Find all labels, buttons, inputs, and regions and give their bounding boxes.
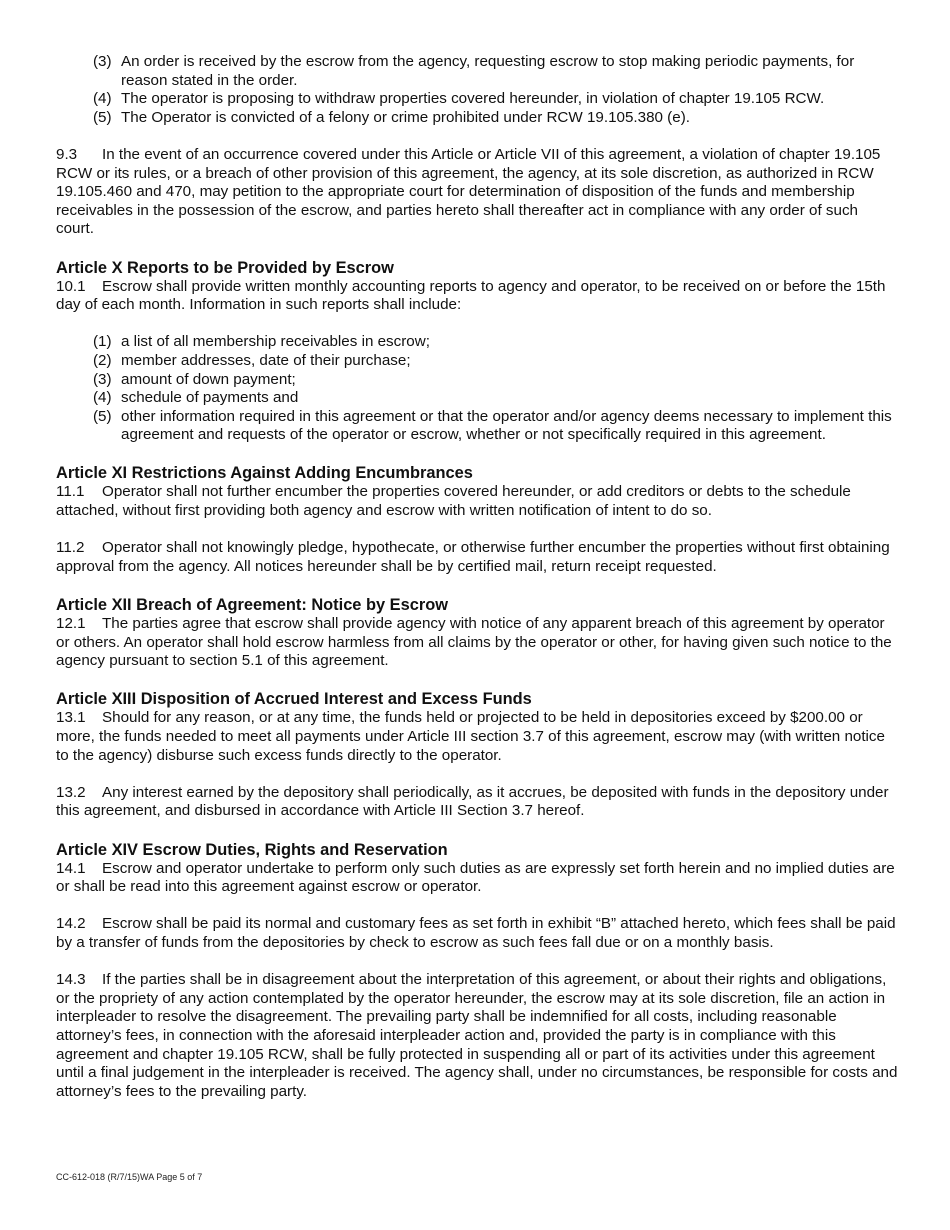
section-10-1: 10.1 Escrow shall provide written monthly accounting reports to agency and operator, to be received on or before the 15th day of each month. Information in such reports shall include: <box>56 277 886 314</box>
list-item: (2) member addresses, date of their purchase; <box>93 351 411 369</box>
section-9-3: 9.3 In the event of an occurrence covered under this Article or Article VII of this agreement, a violation of chapter 19.105 RCW or its rules, or a breach of other provision of this agreement, the agency, at its sole discretion, as authorized in RCW 19.105.460 and 470, may petition to the appropriate court for determination of disposition of the funds and membership receivables in the possession of the escrow, and parties hereto shall thereafter act in compliance with any order of such court. <box>56 145 881 238</box>
list-item: (3) amount of down payment; <box>93 370 296 388</box>
section-14-3: 14.3 If the parties shall be in disagreement about the interpretation of this agreement, or about their rights and obligations, or the propriety of any action contemplated by the operator hereunder, the escrow may at its sole discretion, file an action in interpleader to resolve the disagreement. The prevailing party shall be indemnified for all costs, including reasonable attorney’s fees, in connection with the aforesaid interpleader action and, provided the party is in compliance with this agreement and chapter 19.105 RCW, shall be fully protected in suspending all or part of its activities under this agreement until a final judgement in the interpleader is received. The agency shall, under no circumstances, be responsible for costs and attorney’s fees to the prevailing party. <box>56 971 898 1100</box>
article-heading: Article XI Restrictions Against Adding Encumbrances <box>56 464 473 483</box>
list-item: (1) a list of all membership receivables in escrow; <box>93 333 430 351</box>
section-13-1: 13.1 Should for any reason, or at any time, the funds held or projected to be held in depositories exceed by $200.00 or more, the funds needed to meet all payments under Article III section 3.7 of this agreement, escrow may (with written notice to the agency) disburse such excess funds directly to the operator. <box>56 709 885 764</box>
list-item: (4) The operator is proposing to withdraw properties covered hereunder, in violation of chapter 19.105 RCW. <box>93 90 825 108</box>
section-13-2: 13.2 Any interest earned by the depository shall periodically, as it accrues, be deposited with funds in the depository under this agreement, and disbursed in accordance with Article III Section 3.7 hereof. <box>56 783 889 820</box>
list-item: (5) other information required in this agreement or that the operator and/or agency deems necessary to implement this agreement and requests of the operator or escrow, whether or not specifically required in this agreement. <box>93 407 892 444</box>
section-11-2: 11.2 Operator shall not knowingly pledge, hypothecate, or otherwise further encumber the properties without first obtaining approval from the agency. All notices hereunder shall be by certified mail, return receipt requested. <box>56 539 890 575</box>
numbered-list <box>93 333 898 445</box>
document-page <box>56 53 898 1101</box>
article-heading: Article XII Breach of Agreement: Notice by Escrow <box>56 596 448 615</box>
article-heading: Article X Reports to be Provided by Escrow <box>56 258 394 277</box>
list-item: (3) An order is received by the escrow from the agency, requesting escrow to stop making periodic payments, for reason stated in the order. <box>93 53 855 89</box>
section-11-1: 11.1 Operator shall not further encumber the properties covered hereunder, or add creditors or debts to the schedule attached, without first providing both agency and escrow with written notification of intent to do so. <box>56 483 851 520</box>
article-heading: Article XIV Escrow Duties, Rights and Reservation <box>56 840 448 859</box>
numbered-list <box>93 53 898 127</box>
section-12-1: 12.1 The parties agree that escrow shall provide agency with notice of any apparent breach of this agreement by operator or others. An operator shall hold escrow harmless from all claims by the operator or other, for having given such notice to the agency pursuant to section 5.1 of this agreement. <box>56 615 892 670</box>
section-14-2: 14.2 Escrow shall be paid its normal and customary fees as set forth in exhibit “B” attached hereto, which fees shall be paid by a transfer of funds from the depositories by check to escrow as such fees fall due or on a monthly basis. <box>56 915 896 951</box>
list-item: (4) schedule of payments and <box>93 389 299 407</box>
section-14-1: 14.1 Escrow and operator undertake to perform only such duties as are expressly set forth herein and no implied duties are or shall be read into this agreement against escrow or operator. <box>56 859 895 896</box>
article-heading: Article XIII Disposition of Accrued Interest and Excess Funds <box>56 690 532 709</box>
page-footer: CC-612-018 (R/7/15)WA Page 5 of 7 <box>56 1172 203 1182</box>
list-item: (5) The Operator is convicted of a felony or crime prohibited under RCW 19.105.380 (e). <box>93 108 690 126</box>
